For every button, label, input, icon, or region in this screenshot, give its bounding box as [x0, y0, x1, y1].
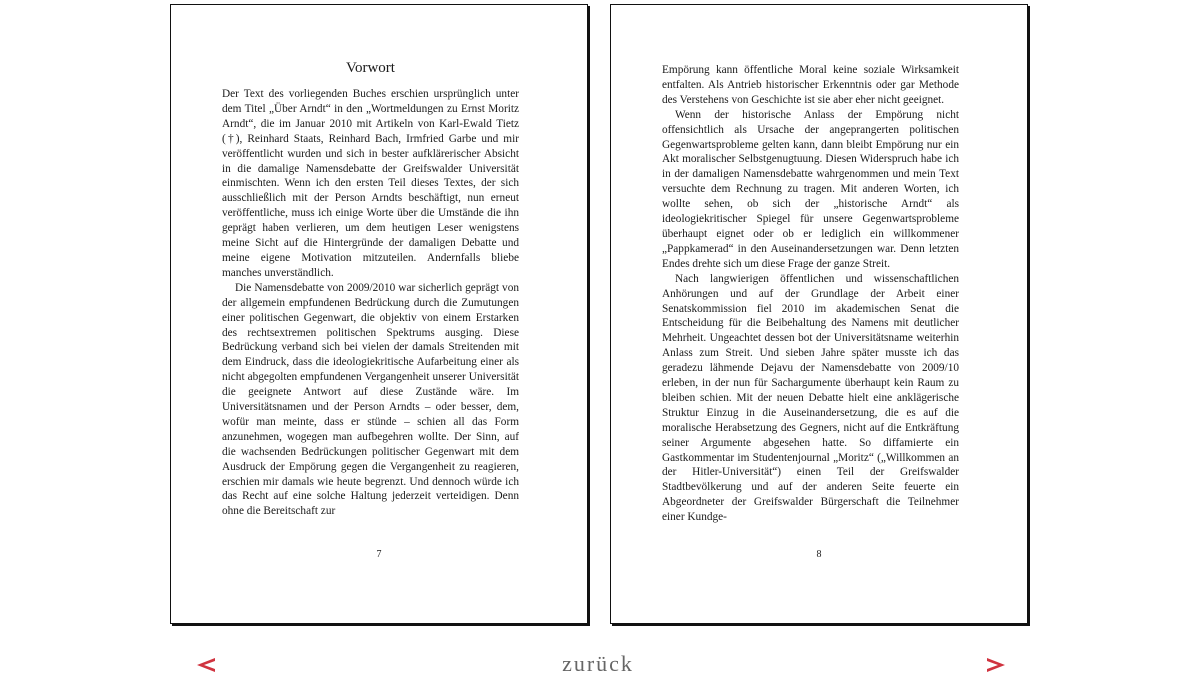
book-page-right — [610, 4, 1028, 624]
paragraph: Nach langwierigen öffentlichen und wissenschaftlichen Anhörungen und auf der Grundlage der Arbeit einer Senatskommission fiel 2010 im akademischen Senat die Entscheidung für die Beibehaltung des Namens mit deutlicher Mehrheit. Ungeachtet dessen bot der Universitätsname weiterhin Anlass zum Streit. Und sieben Jahre später musste ich das geradezu lähmende Dejavu der Namensdebatte von 2009/10 erleben, in der nun für Sachargumente überhaupt kein Raum zu bleiben schien. Mit der neuen Debatte hielt eine anklägerische Struktur Einzug in die Auseinandersetzung, die es auf die moralische Herabsetzung des Gegners, nicht auf die Entkräftung seiner Argumente abgesehen hatte. So diffamierte ein Gastkommentar im Studentenjournal „Moritz“ („Willkommen an der Hitler-Universität“) einen Teil der Greifswalder Stadtbevölkerung und auf der anderen Seite feuerte ein Abgeordneter der Greifswalder Bürgerschaft die Teilnehmer einer Kundge- — [662, 272, 959, 524]
book-page-left — [170, 4, 588, 624]
paragraph: Wenn der historische Anlass der Empörung nicht offensichtlich als Ursache der angeprangerten politischen Gegenwartsprobleme gelten kann, dann bleibt Empörung nur ein Akt moralischer Selbstgenugtuung. Diesen Widerspruch habe ich in der damaligen Namensdebatte wahrgenommen und mein Text versuchte dem Rechnung zu tragen. Mit anderen Worten, ich wollte sehen, ob sich der „historische Arndt“ als ideologiekritischer Spiegel für unsere Gegenwartsprobleme überhaupt eignet oder ob er lediglich ein willkommener „Pappkamerad“ in den Auseinandersetzungen war. Denn letzten Endes drehte sich um diese Frage der ganze Streit. — [662, 108, 959, 270]
page-text-left — [222, 59, 519, 519]
paragraph: Der Text des vorliegenden Buches erschien ursprünglich unter dem Titel „Über Arndt“ in den „Wortmeldungen zu Ernst Moritz Arndt“, die im Januar 2010 mit Artikeln von Karl-Ewald Tietz (†), Reinhard Staats, Reinhard Bach, Irmfried Garbe und mir veröffentlicht wurden und sich in bester aufklärerischer Absicht in die damalige Namensdebatte der Greifswalder Universität einmischten. Wenn ich den ersten Teil dieses Textes, der sich ausschließlich mit der Person Arndts beschäftigt, nun erneut veröffentliche, muss ich einige Worte über die Umstände die ihn geprägt haben verlieren, um dem heutigen Leser wenigstens meine Sicht auf die Hintergründe der damaligen Debatte und meine eigene Motivation mitzuteilen. Andernfalls bliebe manches unverständlich. — [222, 88, 519, 279]
page-number-left: 7 — [376, 549, 382, 560]
chevron-right-icon[interactable] — [985, 655, 1007, 675]
page-number-right: 8 — [816, 549, 822, 560]
page-text-right — [662, 63, 959, 525]
back-link[interactable]: zurück — [562, 651, 634, 676]
page-heading: Vorwort — [346, 60, 395, 76]
paragraph: Die Namensdebatte von 2009/2010 war sicherlich geprägt von der allgemein empfundenen Bedrückung durch die Zumutungen einer politischen Gegenwart, die objektiv von einem Erstarken des rechtsextremen politischen Spektrums ausging. Diese Bedrückung verband sich bei vielen der damals Streitenden mit dem Eindruck, dass die ideologiekritische Aufarbeitung einer als nicht abgegolten empfundenen Vergangenheit unserer Universität die geeignete Antwort auf diese Zustände wäre. Im Universitätsnamen und der Person Arndts – oder besser, dem, wofür man meinte, dass er stünde – schien all das Form anzunehmen, wogegen man aufbegehren wollte. Der Sinn, auf die wachsenden Bedrückungen politischer Gegenwart mit dem Ausdruck der Empörung gegen die Vergangenheit zu reagieren, erschien mir damals wie heute begrenzt. Und dennoch würde ich das Recht auf eine solche Haltung jederzeit verteidigen. Denn ohne die Bereitschaft zur — [222, 281, 519, 518]
paragraph: Empörung kann öffentliche Moral keine soziale Wirksamkeit entfalten. Als Antrieb historischer Erkenntnis oder gar Methode des Verstehens von Geschichte ist sie aber eher nicht geeignet. — [662, 64, 959, 106]
